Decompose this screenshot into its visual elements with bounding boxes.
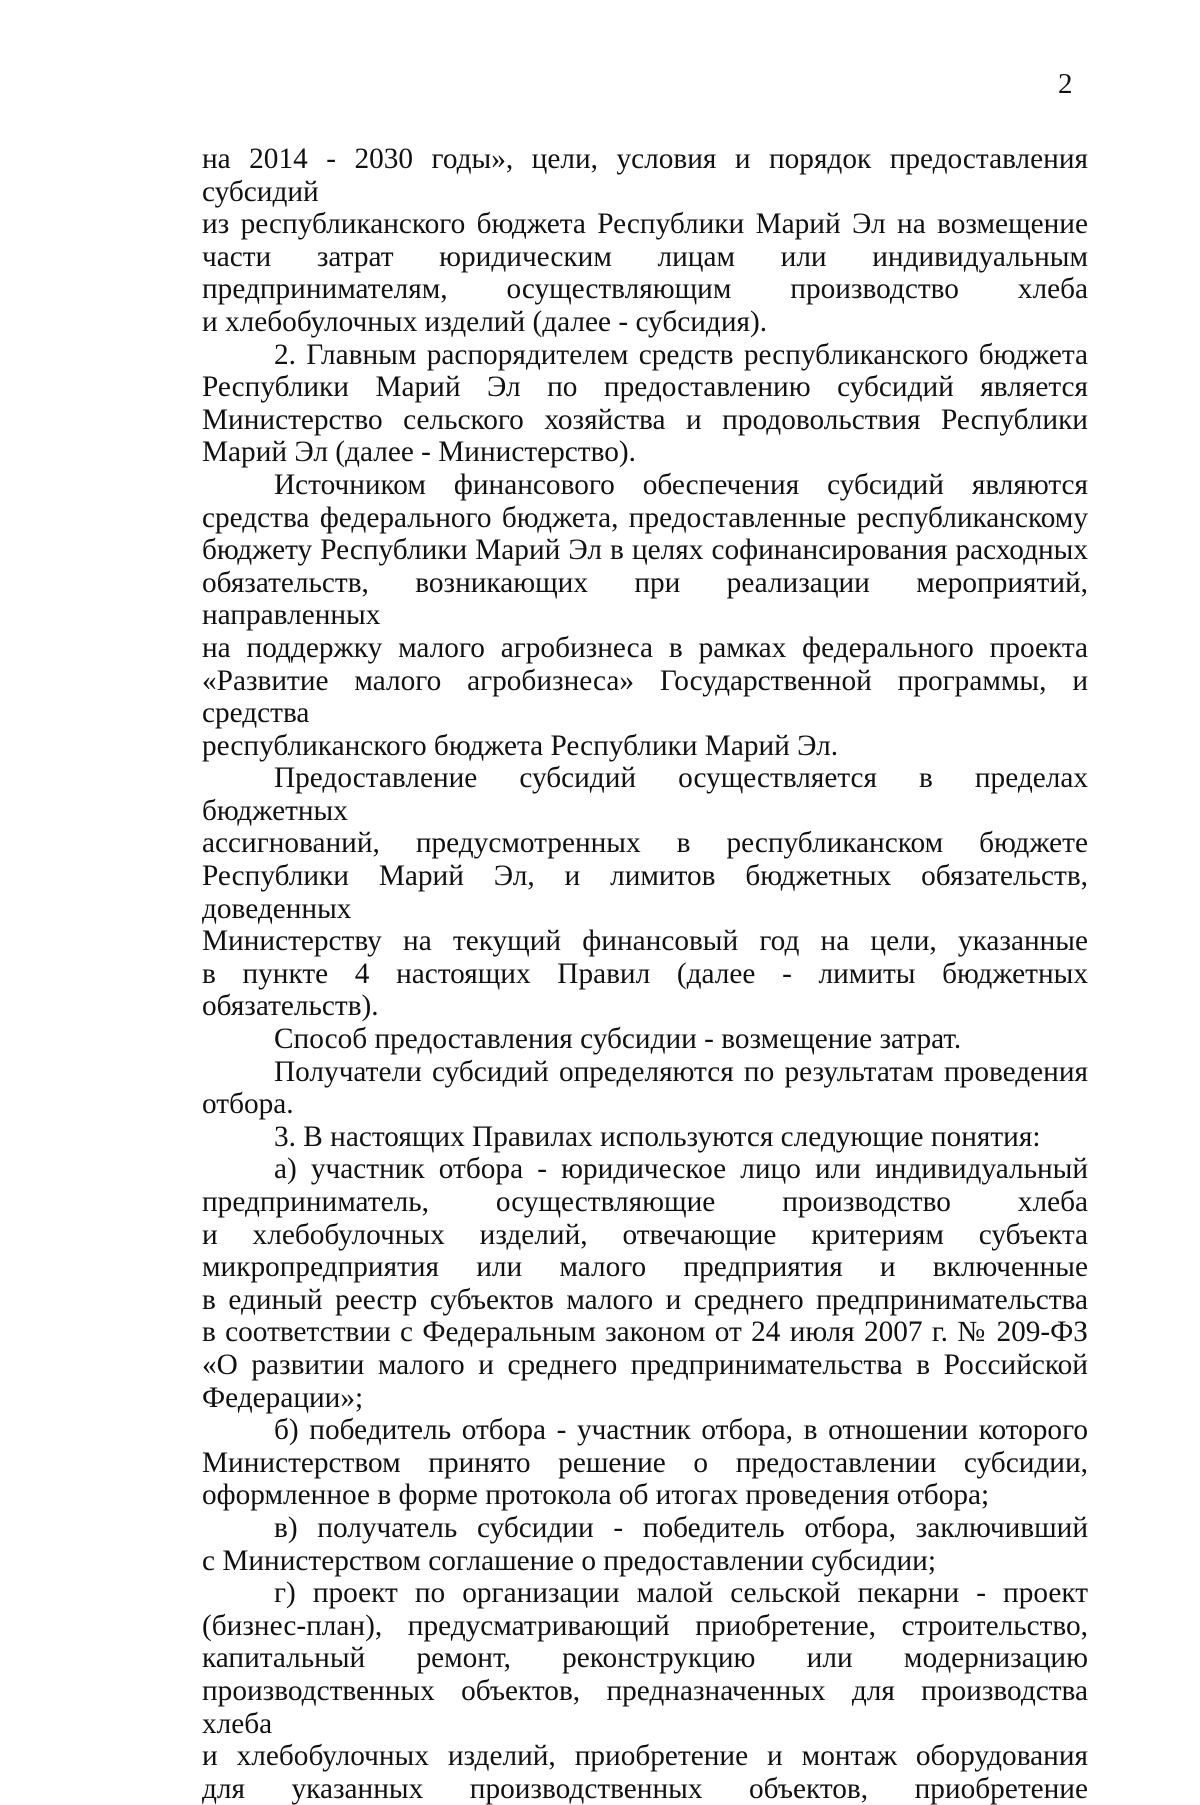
text-line: на поддержку малого агробизнеса в рамках федерального проекта xyxy=(202,631,1088,664)
text-line: предпринимателям, осуществляющим производство хлеба xyxy=(202,273,1088,306)
paragraph xyxy=(202,1414,1088,1512)
text-line: в) получатель субсидии - победитель отбора, заключивший xyxy=(274,1511,1088,1544)
text-line: Марий Эл (далее - Министерство). xyxy=(202,436,636,469)
paragraph xyxy=(202,143,1088,339)
document-body xyxy=(202,143,1088,1805)
text-line: и хлебобулочных изделий (далее - субсидия). xyxy=(202,305,768,338)
text-line: б) победитель отбора - участник отбора, в отношении которого xyxy=(274,1414,1088,1447)
text-line: с Министерством соглашение о предоставлении субсидии; xyxy=(202,1544,936,1577)
text-line: 3. В настоящих Правилах используются следующие понятия: xyxy=(274,1120,1041,1153)
text-line: и хлебобулочных изделий, приобретение и монтаж оборудования xyxy=(202,1740,1088,1773)
text-line: (бизнес-план), предусматривающий приобретение, строительство, xyxy=(202,1609,1088,1642)
text-line: для указанных производственных объектов, приобретение xyxy=(202,1772,1088,1805)
paragraph xyxy=(202,1577,1088,1805)
paragraph xyxy=(202,339,1088,469)
text-line: Министерством принято решение о предоставлении субсидии, xyxy=(202,1446,1088,1479)
text-line: отбора. xyxy=(202,1088,294,1121)
text-line: Федерации»; xyxy=(202,1381,364,1414)
text-line: части затрат юридическим лицам или индивидуальным xyxy=(202,240,1088,273)
text-line: 2. Главным распорядителем средств республиканского бюджета xyxy=(274,338,1088,371)
paragraph xyxy=(202,1512,1088,1577)
text-line: Республики Марий Эл, и лимитов бюджетных обязательств, доведенных xyxy=(202,860,1088,925)
paragraph xyxy=(202,762,1088,1023)
text-line: средства федерального бюджета, предоставленные республиканскому xyxy=(202,501,1088,534)
text-line: Республики Марий Эл по предоставлению субсидий является xyxy=(202,371,1088,404)
text-line: «Развитие малого агробизнеса» Государственной программы, и средства xyxy=(202,664,1088,730)
text-line: капитальный ремонт, реконструкцию или модернизацию xyxy=(202,1642,1088,1675)
text-line: предприниматель, осуществляющие производство хлеба xyxy=(202,1186,1088,1218)
text-line: Получатели субсидий определяются по результатам проведения xyxy=(274,1055,1088,1088)
text-line: Министерству на текущий финансовый год на цели, указанные xyxy=(202,925,1088,958)
text-line: «О развитии малого и среднего предпринимательства в Российской xyxy=(202,1348,1088,1381)
text-line: Предоставление субсидий осуществляется в пределах бюджетных xyxy=(202,762,1088,827)
text-line: оформленное в форме протокола об итогах проведения отбора; xyxy=(202,1479,990,1512)
text-line: обязательств, возникающих при реализации мероприятий, направленных xyxy=(202,566,1088,632)
paragraph xyxy=(202,1023,1088,1056)
text-line: и хлебобулочных изделий, отвечающие критериям субъекта xyxy=(202,1218,1088,1251)
paragraph xyxy=(202,1153,1088,1414)
text-line: Способ предоставления субсидии - возмещение затрат. xyxy=(274,1023,962,1056)
text-line: ассигнований, предусмотренных в республиканском бюджете xyxy=(202,827,1088,860)
paragraph xyxy=(202,1056,1088,1121)
text-line: г) проект по организации малой сельской пекарни - проект xyxy=(274,1577,1088,1610)
text-line: республиканского бюджета Республики Марий Эл. xyxy=(202,729,839,762)
text-line: микропредприятия или малого предприятия и включенные xyxy=(202,1251,1088,1284)
text-line: Министерство сельского хозяйства и продовольствия Республики xyxy=(202,403,1088,436)
text-line: производственных объектов, предназначенных для производства хлеба xyxy=(202,1674,1088,1740)
paragraph xyxy=(202,1121,1088,1154)
text-line: в соответствии с Федеральным законом от 24 июля 2007 г. № 209-ФЗ xyxy=(202,1316,1088,1349)
text-line: в единый реестр субъектов малого и среднего предпринимательства xyxy=(202,1283,1088,1316)
text-line: на 2014 - 2030 годы», цели, условия и порядок предоставления субсидий xyxy=(202,143,1088,208)
paragraph xyxy=(202,469,1088,762)
text-line: а) участник отбора - юридическое лицо или индивидуальный xyxy=(274,1153,1088,1186)
text-line: из республиканского бюджета Республики Марий Эл на возмещение xyxy=(202,208,1088,241)
text-line: в пункте 4 настоящих Правил (далее - лимиты бюджетных обязательств). xyxy=(202,957,1088,1023)
page-number: 2 xyxy=(1058,68,1073,100)
text-line: Источником финансового обеспечения субсидий являются xyxy=(274,468,1088,501)
text-line: бюджету Республики Марий Эл в целях софинансирования расходных xyxy=(202,534,1088,567)
